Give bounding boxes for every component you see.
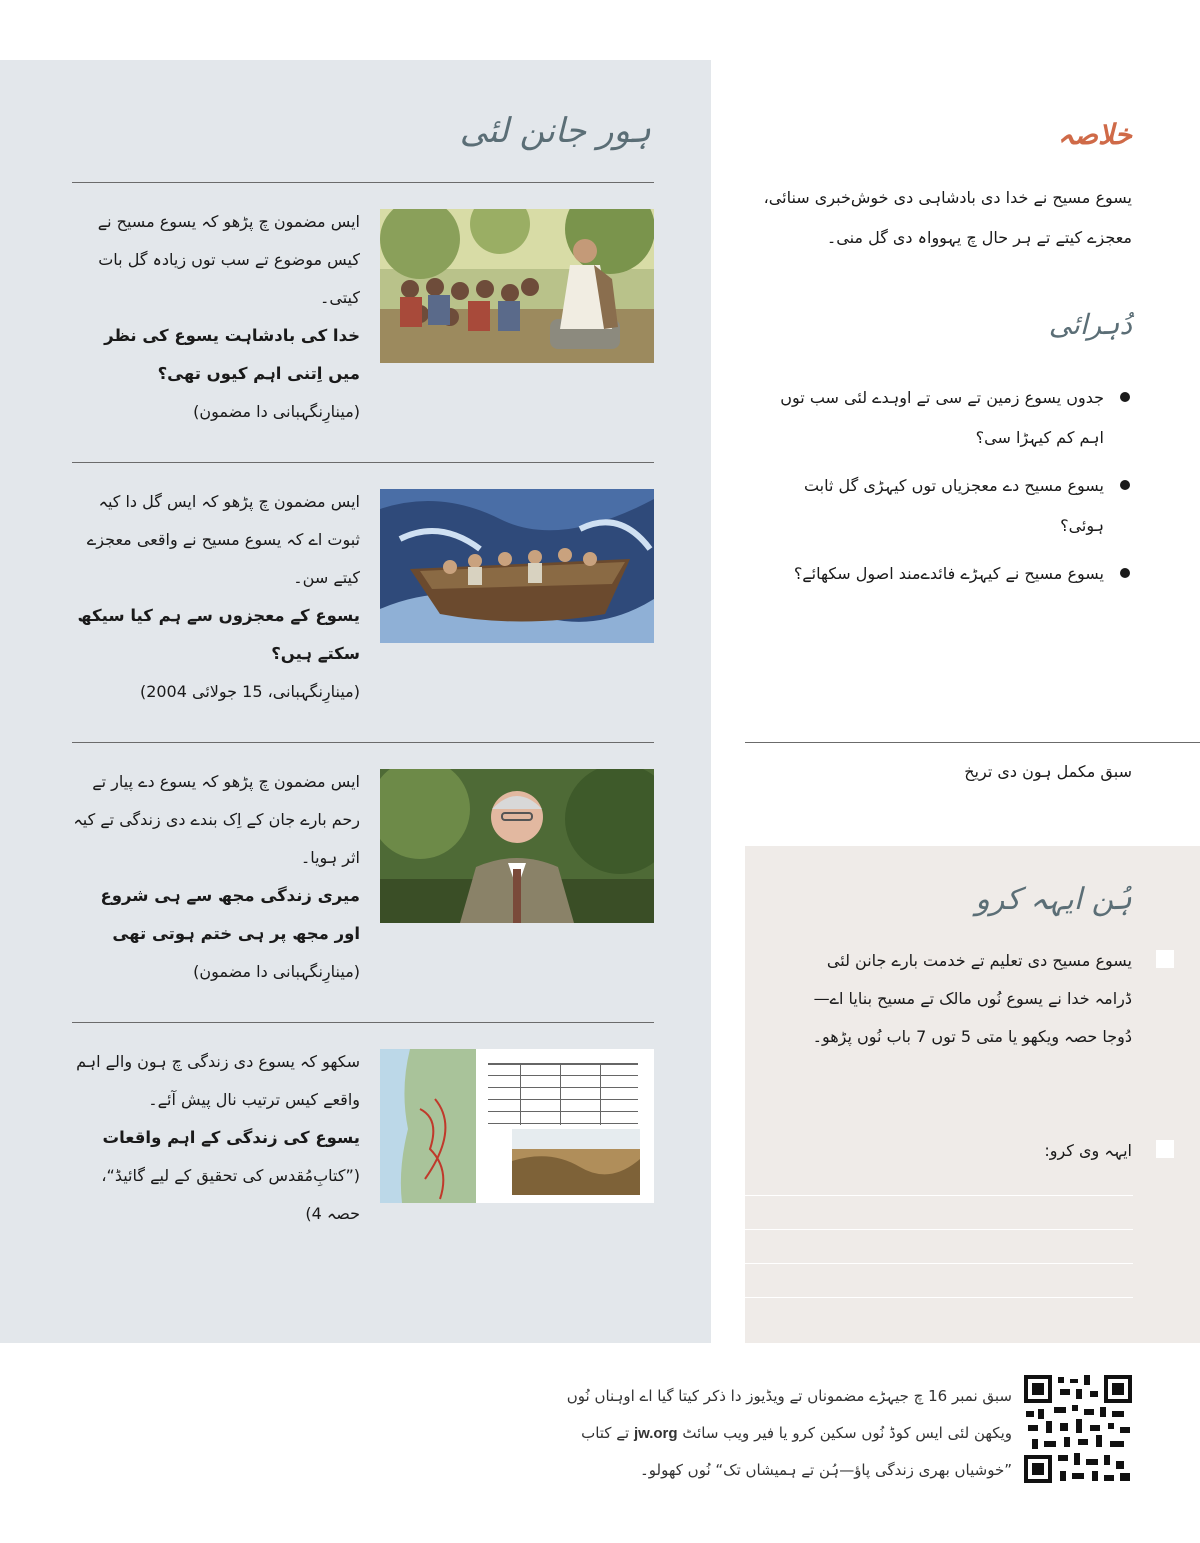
qr-code-icon[interactable] [1024,1375,1132,1483]
footer-text-before: سبق نمبر 16 چ جیہڑے مضموناں تے ویڈیوز دا ذکر کیتا گیا اے اوہناں نُوں ویکھن لئی ایس کوڈ نُوں سکین کرو یا فیر ویب سائٹ [566,1387,1012,1442]
reading-card[interactable] [72,742,654,1023]
review-question: یسوع مسیح نے کیہڑے فائدے‌مند اصول سکھائے؟ [764,554,1104,594]
summary-text: یسوع مسیح نے خدا دی بادشاہی دی خوش‌خبری سنائی، معجزے کیتے تے ہر حال چ یہوواہ دی گل منی۔ [763,188,1132,247]
task-text: یسوع مسیح دی تعلیم تے خدمت بارے جانن لئی ڈرامہ خدا نے یسوع نُوں مالک تے مسیح بنایا اے—دُوجا حصہ ویکھو یا متی 5 توں 7 باب نُوں پڑھو۔ [812,951,1132,1046]
reading-card-description: سکھو کہ یسوع دی زندگی چ ہون والے اہم واقعے کیس ترتیب نال پیش آئے۔ [76,1052,360,1109]
task-checkbox[interactable] [1156,950,1174,968]
reading-card-text [72,483,360,711]
reading-card-title[interactable]: خدا کی بادشاہت یسوع کی نظر میں اِتنی اہم کیوں تھی؟ [104,326,360,383]
review-heading: دُہرائی [1048,308,1132,341]
reading-card[interactable] [72,462,654,743]
reading-card-title[interactable]: یسوع کی زندگی کے اہم واقعات [102,1128,360,1147]
footer-note [560,1378,1012,1489]
task-item [802,942,1132,1056]
completion-date-label: سبق مکمل ہون دی تریخ [964,762,1132,781]
reading-card-title[interactable]: یسوع کے معجزوں سے ہم کیا سیکھ سکتے ہیں؟ [77,606,360,663]
reading-card-text [72,203,360,431]
further-reading-panel [0,60,711,1343]
summary-heading: خلاصہ [1057,118,1132,151]
write-in-line[interactable] [745,1263,1133,1264]
reading-card-source: (مینارِنگہبانی دا مضمون) [193,962,360,981]
write-in-line[interactable] [745,1229,1133,1230]
reading-card-source: (مینارِنگہبانی، 15 جولائی 2004) [139,682,360,701]
reading-card-source: (مینارِنگہبانی دا مضمون) [193,402,360,421]
reading-card-source: (”کتابِ‌مُقدس کی تحقیق کے لیے گائیڈ“، حصہ 4) [101,1166,360,1223]
website-link[interactable]: jw.org [633,1425,678,1442]
footer-text-after: تے کتاب ”خوشیاں بھری زندگی پاؤ—ہُن تے ہمیشاں تک“ نُوں کھولو۔ [581,1424,1012,1479]
task-item [802,1132,1132,1170]
reading-card[interactable] [72,1022,654,1283]
review-question: یسوع مسیح دے معجزیاں توں کیہڑی گل ثابت ہوئی؟ [764,466,1104,546]
further-reading-heading: ہور جانن لئی [459,111,651,151]
reading-card-text [72,763,360,991]
reading-card-description: ایس مضمون چ پڑھو کہ ایس گل دا کیہ ثبوت اے کہ یسوع مسیح نے واقعی معجزے کیتے سن۔ [86,492,360,587]
reading-card-description: ایس مضمون چ پڑھو کہ یسوع مسیح نے کیس موضوع تے سب توں زیادہ گل بات کیتی۔ [97,212,360,307]
review-question: جدوں یسوع زمین تے سی تے اوہدے لئی سب توں اہم کم کیہڑا سی؟ [764,378,1104,458]
jesus-teaching-crowd-image [380,209,654,363]
reading-card-title[interactable]: میری زندگی مجھ سے ہی شروع اور مجھ پر ہی ختم ہوتی تھی [100,886,360,943]
reading-card-description: ایس مضمون چ پڑھو کہ یسوع دے پیار تے رحم بارے جان کے اِک بندے دی زندگی تے کیہ اثر ہویا۔ [73,772,360,867]
reading-card-text [72,1043,360,1233]
write-in-line[interactable] [745,1195,1133,1196]
write-in-line[interactable] [745,1297,1133,1298]
do-this-heading: ہُن ایہہ کرو [975,882,1132,917]
divider [745,742,1200,743]
review-list [764,378,1104,602]
do-this-box [745,846,1200,1343]
boat-in-storm-image [380,489,654,643]
reading-card[interactable] [72,182,654,463]
task-checkbox[interactable] [1156,1140,1174,1158]
map-and-timeline-image [380,1049,654,1203]
portrait-man-image [380,769,654,923]
task-text: ایہہ وی کرو: [1044,1141,1132,1160]
